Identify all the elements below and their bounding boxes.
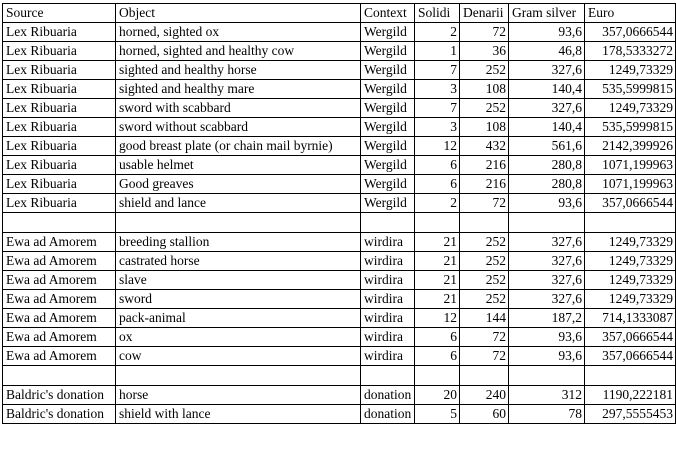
table-row <box>3 290 676 309</box>
cell-gram-silver[interactable]: 140,4 <box>509 118 585 137</box>
cell-context[interactable]: Wergild <box>361 80 415 99</box>
cell-context[interactable]: donation <box>361 386 415 405</box>
cell-denarii[interactable]: 432 <box>460 137 509 156</box>
cell-euro[interactable]: 1249,73329 <box>585 290 676 309</box>
cell-gram-silver[interactable]: 327,6 <box>509 271 585 290</box>
cell-context[interactable]: Wergild <box>361 61 415 80</box>
cell-source[interactable]: Lex Ribuaria <box>3 194 116 213</box>
header-row <box>3 4 676 23</box>
cell-euro[interactable]: 357,0666544 <box>585 194 676 213</box>
cell-gram-silver[interactable]: 327,6 <box>509 61 585 80</box>
cell-denarii[interactable]: 240 <box>460 386 509 405</box>
cell-solidi[interactable]: 21 <box>415 290 460 309</box>
table-row <box>3 405 676 424</box>
empty-cell[interactable] <box>460 213 509 233</box>
cell-source[interactable]: Ewa ad Amorem <box>3 347 116 366</box>
cell-source[interactable]: Lex Ribuaria <box>3 42 116 61</box>
cell-context[interactable]: Wergild <box>361 175 415 194</box>
cell-object[interactable]: sword <box>116 290 361 309</box>
cell-solidi[interactable]: 6 <box>415 328 460 347</box>
cell-denarii[interactable]: 72 <box>460 194 509 213</box>
cell-denarii[interactable]: 252 <box>460 271 509 290</box>
table-row <box>3 233 676 252</box>
header-object[interactable]: Object <box>116 4 361 23</box>
cell-object[interactable]: slave <box>116 271 361 290</box>
cell-source[interactable]: Ewa ad Amorem <box>3 233 116 252</box>
table-row <box>3 271 676 290</box>
cell-context[interactable]: wirdira <box>361 347 415 366</box>
header-context[interactable]: Context <box>361 4 415 23</box>
header-denarii[interactable]: Denarii <box>460 4 509 23</box>
cell-object[interactable]: cow <box>116 347 361 366</box>
cell-solidi[interactable]: 2 <box>415 23 460 42</box>
header-gram-silver[interactable]: Gram silver <box>509 4 585 23</box>
table-row <box>3 80 676 99</box>
cell-gram-silver[interactable]: 327,6 <box>509 290 585 309</box>
cell-euro[interactable]: 1249,73329 <box>585 99 676 118</box>
cell-object[interactable]: shield and lance <box>116 194 361 213</box>
cell-source[interactable]: Lex Ribuaria <box>3 118 116 137</box>
table-row <box>3 99 676 118</box>
cell-solidi[interactable]: 20 <box>415 386 460 405</box>
table-row <box>3 156 676 175</box>
cell-gram-silver[interactable]: 312 <box>509 386 585 405</box>
table-row <box>3 386 676 405</box>
table-row <box>3 61 676 80</box>
empty-cell[interactable] <box>460 366 509 386</box>
table-row <box>3 137 676 156</box>
cell-solidi[interactable]: 6 <box>415 175 460 194</box>
empty-cell[interactable] <box>509 213 585 233</box>
cell-euro[interactable]: 714,1333087 <box>585 309 676 328</box>
cell-source[interactable]: Lex Ribuaria <box>3 80 116 99</box>
empty-cell[interactable] <box>509 366 585 386</box>
cell-object[interactable]: shield with lance <box>116 405 361 424</box>
cell-euro[interactable]: 1071,199963 <box>585 156 676 175</box>
table-row <box>3 118 676 137</box>
table-row <box>3 175 676 194</box>
cell-context[interactable]: Wergild <box>361 99 415 118</box>
empty-row <box>3 213 676 233</box>
cell-context[interactable]: Wergild <box>361 194 415 213</box>
cell-source[interactable]: Ewa ad Amorem <box>3 252 116 271</box>
cell-gram-silver[interactable]: 93,6 <box>509 194 585 213</box>
cell-source[interactable]: Lex Ribuaria <box>3 61 116 80</box>
cell-gram-silver[interactable]: 140,4 <box>509 80 585 99</box>
cell-object[interactable]: sighted and healthy mare <box>116 80 361 99</box>
cell-context[interactable]: wirdira <box>361 271 415 290</box>
cell-gram-silver[interactable]: 93,6 <box>509 328 585 347</box>
cell-solidi[interactable]: 7 <box>415 61 460 80</box>
empty-row <box>3 366 676 386</box>
cell-object[interactable]: usable helmet <box>116 156 361 175</box>
cell-denarii[interactable]: 108 <box>460 80 509 99</box>
empty-cell[interactable] <box>3 213 116 233</box>
table-row <box>3 309 676 328</box>
cell-euro[interactable]: 1249,73329 <box>585 61 676 80</box>
cell-denarii[interactable]: 252 <box>460 290 509 309</box>
cell-gram-silver[interactable]: 93,6 <box>509 23 585 42</box>
cell-denarii[interactable]: 252 <box>460 99 509 118</box>
cell-object[interactable]: horse <box>116 386 361 405</box>
cell-solidi[interactable]: 12 <box>415 309 460 328</box>
cell-gram-silver[interactable]: 93,6 <box>509 347 585 366</box>
cell-denarii[interactable]: 216 <box>460 175 509 194</box>
cell-solidi[interactable]: 7 <box>415 99 460 118</box>
cell-solidi[interactable]: 6 <box>415 347 460 366</box>
cell-euro[interactable]: 535,5999815 <box>585 118 676 137</box>
cell-object[interactable]: good breast plate (or chain mail byrnie) <box>116 137 361 156</box>
cell-denarii[interactable]: 252 <box>460 61 509 80</box>
table-row <box>3 23 676 42</box>
cell-source[interactable]: Lex Ribuaria <box>3 23 116 42</box>
cell-source[interactable]: Lex Ribuaria <box>3 137 116 156</box>
table-row <box>3 194 676 213</box>
empty-cell[interactable] <box>116 213 361 233</box>
cell-gram-silver[interactable]: 187,2 <box>509 309 585 328</box>
header-source[interactable]: Source <box>3 4 116 23</box>
cell-object[interactable]: sighted and healthy horse <box>116 61 361 80</box>
table-row <box>3 252 676 271</box>
cell-euro[interactable]: 178,5333272 <box>585 42 676 61</box>
cell-object[interactable]: sword with scabbard <box>116 99 361 118</box>
cell-gram-silver[interactable]: 46,8 <box>509 42 585 61</box>
cell-euro[interactable]: 535,5999815 <box>585 80 676 99</box>
cell-euro[interactable]: 357,0666544 <box>585 328 676 347</box>
cell-context[interactable]: wirdira <box>361 328 415 347</box>
cell-denarii[interactable]: 252 <box>460 252 509 271</box>
cell-source[interactable]: Lex Ribuaria <box>3 99 116 118</box>
cell-denarii[interactable]: 144 <box>460 309 509 328</box>
cell-euro[interactable]: 1249,73329 <box>585 271 676 290</box>
cell-solidi[interactable]: 1 <box>415 42 460 61</box>
cell-context[interactable]: Wergild <box>361 137 415 156</box>
cell-context[interactable]: Wergild <box>361 23 415 42</box>
cell-context[interactable]: wirdira <box>361 309 415 328</box>
table-row <box>3 42 676 61</box>
cell-solidi[interactable]: 21 <box>415 233 460 252</box>
cell-denarii[interactable]: 60 <box>460 405 509 424</box>
cell-solidi[interactable]: 12 <box>415 137 460 156</box>
cell-denarii[interactable]: 252 <box>460 233 509 252</box>
cell-solidi[interactable]: 21 <box>415 252 460 271</box>
cell-source[interactable]: Lex Ribuaria <box>3 156 116 175</box>
cell-euro[interactable]: 297,5555453 <box>585 405 676 424</box>
header-euro[interactable]: Euro <box>585 4 676 23</box>
empty-cell[interactable] <box>585 366 676 386</box>
cell-gram-silver[interactable]: 280,8 <box>509 175 585 194</box>
cell-solidi[interactable]: 5 <box>415 405 460 424</box>
cell-context[interactable]: wirdira <box>361 252 415 271</box>
cell-solidi[interactable]: 21 <box>415 271 460 290</box>
empty-cell[interactable] <box>585 213 676 233</box>
table-body <box>3 23 676 424</box>
cell-object[interactable]: sword without scabbard <box>116 118 361 137</box>
cell-context[interactable]: Wergild <box>361 156 415 175</box>
cell-context[interactable]: wirdira <box>361 233 415 252</box>
cell-euro[interactable]: 357,0666544 <box>585 347 676 366</box>
table-row <box>3 328 676 347</box>
cell-object[interactable]: Good greaves <box>116 175 361 194</box>
cell-denarii[interactable]: 72 <box>460 347 509 366</box>
cell-denarii[interactable]: 108 <box>460 118 509 137</box>
cell-context[interactable]: Wergild <box>361 118 415 137</box>
cell-solidi[interactable]: 3 <box>415 80 460 99</box>
table-row <box>3 347 676 366</box>
cell-context[interactable]: wirdira <box>361 290 415 309</box>
cell-source[interactable]: Ewa ad Amorem <box>3 309 116 328</box>
empty-cell[interactable] <box>415 213 460 233</box>
cell-source[interactable]: Ewa ad Amorem <box>3 328 116 347</box>
cell-euro[interactable]: 1071,199963 <box>585 175 676 194</box>
cell-object[interactable]: pack-animal <box>116 309 361 328</box>
cell-source[interactable]: Ewa ad Amorem <box>3 271 116 290</box>
cell-object[interactable]: castrated horse <box>116 252 361 271</box>
cell-denarii[interactable]: 72 <box>460 23 509 42</box>
cell-euro[interactable]: 357,0666544 <box>585 23 676 42</box>
cell-source[interactable]: Ewa ad Amorem <box>3 290 116 309</box>
empty-cell[interactable] <box>361 366 415 386</box>
cell-source[interactable]: Baldric's donation <box>3 405 116 424</box>
cell-object[interactable]: breeding stallion <box>116 233 361 252</box>
cell-euro[interactable]: 1249,73329 <box>585 252 676 271</box>
cell-gram-silver[interactable]: 327,6 <box>509 252 585 271</box>
cell-source[interactable]: Lex Ribuaria <box>3 175 116 194</box>
empty-cell[interactable] <box>415 366 460 386</box>
cell-gram-silver[interactable]: 561,6 <box>509 137 585 156</box>
cell-object[interactable]: ox <box>116 328 361 347</box>
cell-solidi[interactable]: 6 <box>415 156 460 175</box>
cell-gram-silver[interactable]: 327,6 <box>509 99 585 118</box>
cell-context[interactable]: donation <box>361 405 415 424</box>
cell-object[interactable]: horned, sighted and healthy cow <box>116 42 361 61</box>
empty-cell[interactable] <box>3 366 116 386</box>
cell-euro[interactable]: 2142,399926 <box>585 137 676 156</box>
cell-source[interactable]: Baldric's donation <box>3 386 116 405</box>
empty-cell[interactable] <box>116 366 361 386</box>
spreadsheet-table <box>2 3 676 424</box>
empty-cell[interactable] <box>361 213 415 233</box>
cell-denarii[interactable]: 216 <box>460 156 509 175</box>
cell-solidi[interactable]: 3 <box>415 118 460 137</box>
header-solidi[interactable]: Solidi <box>415 4 460 23</box>
cell-object[interactable]: horned, sighted ox <box>116 23 361 42</box>
cell-gram-silver[interactable]: 78 <box>509 405 585 424</box>
cell-euro[interactable]: 1190,222181 <box>585 386 676 405</box>
cell-gram-silver[interactable]: 280,8 <box>509 156 585 175</box>
cell-solidi[interactable]: 2 <box>415 194 460 213</box>
cell-denarii[interactable]: 36 <box>460 42 509 61</box>
cell-euro[interactable]: 1249,73329 <box>585 233 676 252</box>
cell-gram-silver[interactable]: 327,6 <box>509 233 585 252</box>
cell-context[interactable]: Wergild <box>361 42 415 61</box>
cell-denarii[interactable]: 72 <box>460 328 509 347</box>
